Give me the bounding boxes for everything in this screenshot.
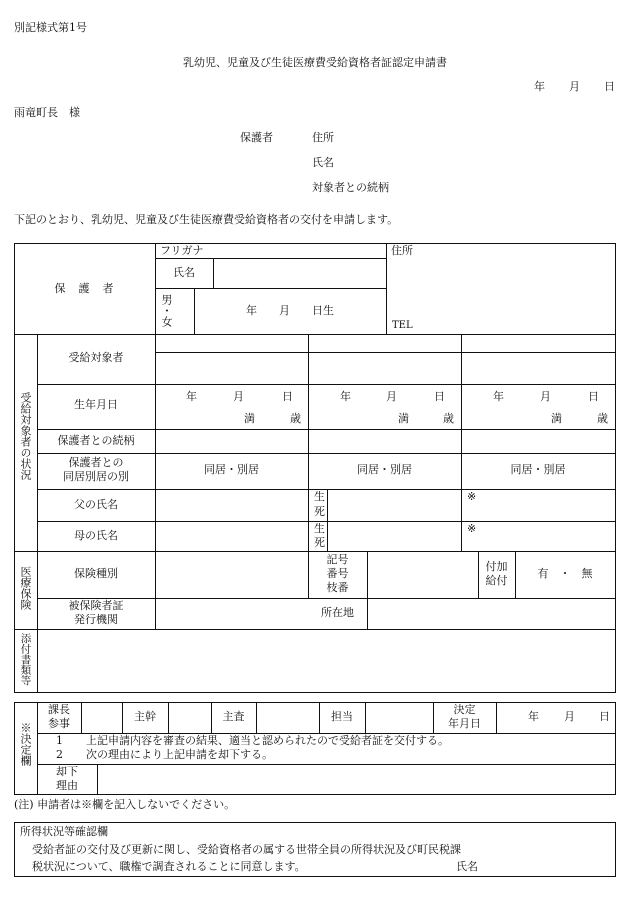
applicant-address-label: 住所: [312, 131, 334, 144]
birth3-month: 月: [540, 390, 551, 403]
age3-full: 満: [551, 412, 562, 425]
guardian-birth-label: 年 月 日生: [246, 304, 334, 317]
consent-line-2: 税状況について、職権で調査されることに同意します。: [32, 860, 306, 873]
mother-note-mark: ※: [467, 522, 477, 535]
birth3-year: 年: [493, 390, 504, 403]
father-name-label: 父の氏名: [74, 498, 118, 511]
decision-item1-number: 1: [56, 734, 63, 747]
applicant-relation-label: 対象者との続柄: [312, 181, 389, 194]
mother-name-label: 母の氏名: [74, 529, 118, 542]
age1-unit: 歳: [290, 412, 301, 425]
footnote: (注) 申請者は※欄を記入しないでください。: [14, 798, 236, 811]
addon-value: 有 ・ 無: [537, 567, 593, 580]
consent-name-label: 氏名: [456, 860, 478, 873]
guardian-sex-label: 男・女: [160, 294, 173, 327]
age3-unit: 歳: [597, 412, 608, 425]
cohab-value-2: 同居・別居: [357, 463, 412, 476]
header-date-month: 月: [569, 80, 580, 93]
decision-date-year: 年: [528, 710, 539, 723]
addon-label-1: 付加: [485, 560, 508, 573]
age2-full: 満: [398, 412, 409, 425]
recipient-relation-label: 保護者との続柄: [57, 434, 135, 447]
decision-section-label: ※決定欄: [19, 722, 32, 766]
furigana-label: フリガナ: [160, 244, 204, 257]
reject-reason-label-2: 理由: [56, 779, 78, 792]
birth1-day: 日: [282, 390, 293, 403]
issuer-label-2: 発行機関: [74, 613, 118, 626]
decision-date-month: 月: [564, 710, 575, 723]
addressee: 雨竜町長 様: [14, 106, 80, 119]
reject-reason-label-1: 却下: [56, 765, 78, 778]
recipient-target-label: 受給対象者: [68, 351, 124, 364]
recipient-cohab-label-2: 同居別居の別: [63, 470, 129, 483]
mother-dead: 死: [314, 536, 325, 549]
attachments-label: 添付書類等: [19, 633, 32, 686]
birth2-year: 年: [340, 390, 351, 403]
insurance-code-1: 記号: [326, 553, 349, 566]
decision-item1-text: 上記申請内容を審査の結果、適当と認められたので受給者証を交付する。: [86, 734, 449, 747]
guardian-name-label: 氏名: [173, 266, 195, 279]
insurance-section-label: 医療保険: [19, 566, 32, 610]
header-date-day: 日: [604, 80, 615, 93]
chief-label-2: 参事: [48, 717, 70, 730]
cohab-value-3: 同居・別居: [510, 463, 566, 476]
form-number: 別記様式第1号: [14, 21, 87, 34]
staff-label: 担当: [331, 710, 353, 723]
father-note-mark: ※: [467, 490, 477, 503]
birth3-day: 日: [588, 390, 599, 403]
birth2-month: 月: [386, 390, 397, 403]
insurance-code-2: 番号: [326, 567, 349, 580]
recipient-section-label: 受給対象者の状況: [19, 392, 32, 480]
decision-item2-text: 次の理由により上記申請を却下する。: [86, 748, 273, 761]
birth2-day: 日: [434, 390, 445, 403]
cohab-value-1: 同居・別居: [204, 463, 259, 476]
decision-date-day: 日: [599, 710, 610, 723]
recipient-birthdate-label: 生年月日: [74, 398, 118, 411]
insurance-kind-label: 保険種別: [74, 567, 118, 580]
inspector-label: 主査: [222, 710, 245, 723]
intro-text: 下記のとおり、乳幼児、児童及び生徒医療費受給資格者の交付を申請します。: [14, 213, 399, 226]
birth1-month: 月: [233, 390, 244, 403]
birth1-year: 年: [186, 390, 197, 403]
consent-title: 所得状況等確認欄: [20, 825, 108, 838]
form-title: 乳幼児、児童及び生徒医療費受給資格者証認定申請書: [183, 56, 447, 69]
guardian-tel-label: TEL: [392, 320, 413, 331]
mother-alive: 生: [314, 522, 325, 535]
chief-label-1: 課長: [48, 703, 70, 716]
applicant-guardian-label: 保護者: [240, 131, 273, 144]
father-dead: 死: [314, 505, 325, 518]
decision-date-label-2: 年月日: [448, 717, 481, 730]
age1-full: 満: [244, 412, 255, 425]
addon-label-2: 給付: [485, 574, 508, 587]
manager-label: 主幹: [134, 710, 156, 723]
father-alive: 生: [314, 490, 325, 503]
decision-item2-number: 2: [56, 748, 63, 761]
insurance-code-3: 枝番: [326, 581, 349, 594]
issuer-label-1: 被保険者証: [68, 599, 124, 612]
age2-unit: 歳: [443, 412, 454, 425]
consent-line-1: 受給者証の交付及び更新に関し、受給資格者の属する世帯全員の所得状況及び町民税課: [32, 843, 461, 856]
header-date-year: 年: [534, 80, 545, 93]
guardian-address-label: 住所: [391, 244, 413, 257]
applicant-name-label: 氏名: [312, 156, 334, 169]
issuer-location-label: 所在地: [321, 606, 354, 619]
guardian-section-label: 保 護 者: [54, 282, 115, 295]
recipient-cohab-label-1: 保護者との: [68, 456, 124, 469]
decision-date-label-1: 決定: [453, 703, 476, 716]
